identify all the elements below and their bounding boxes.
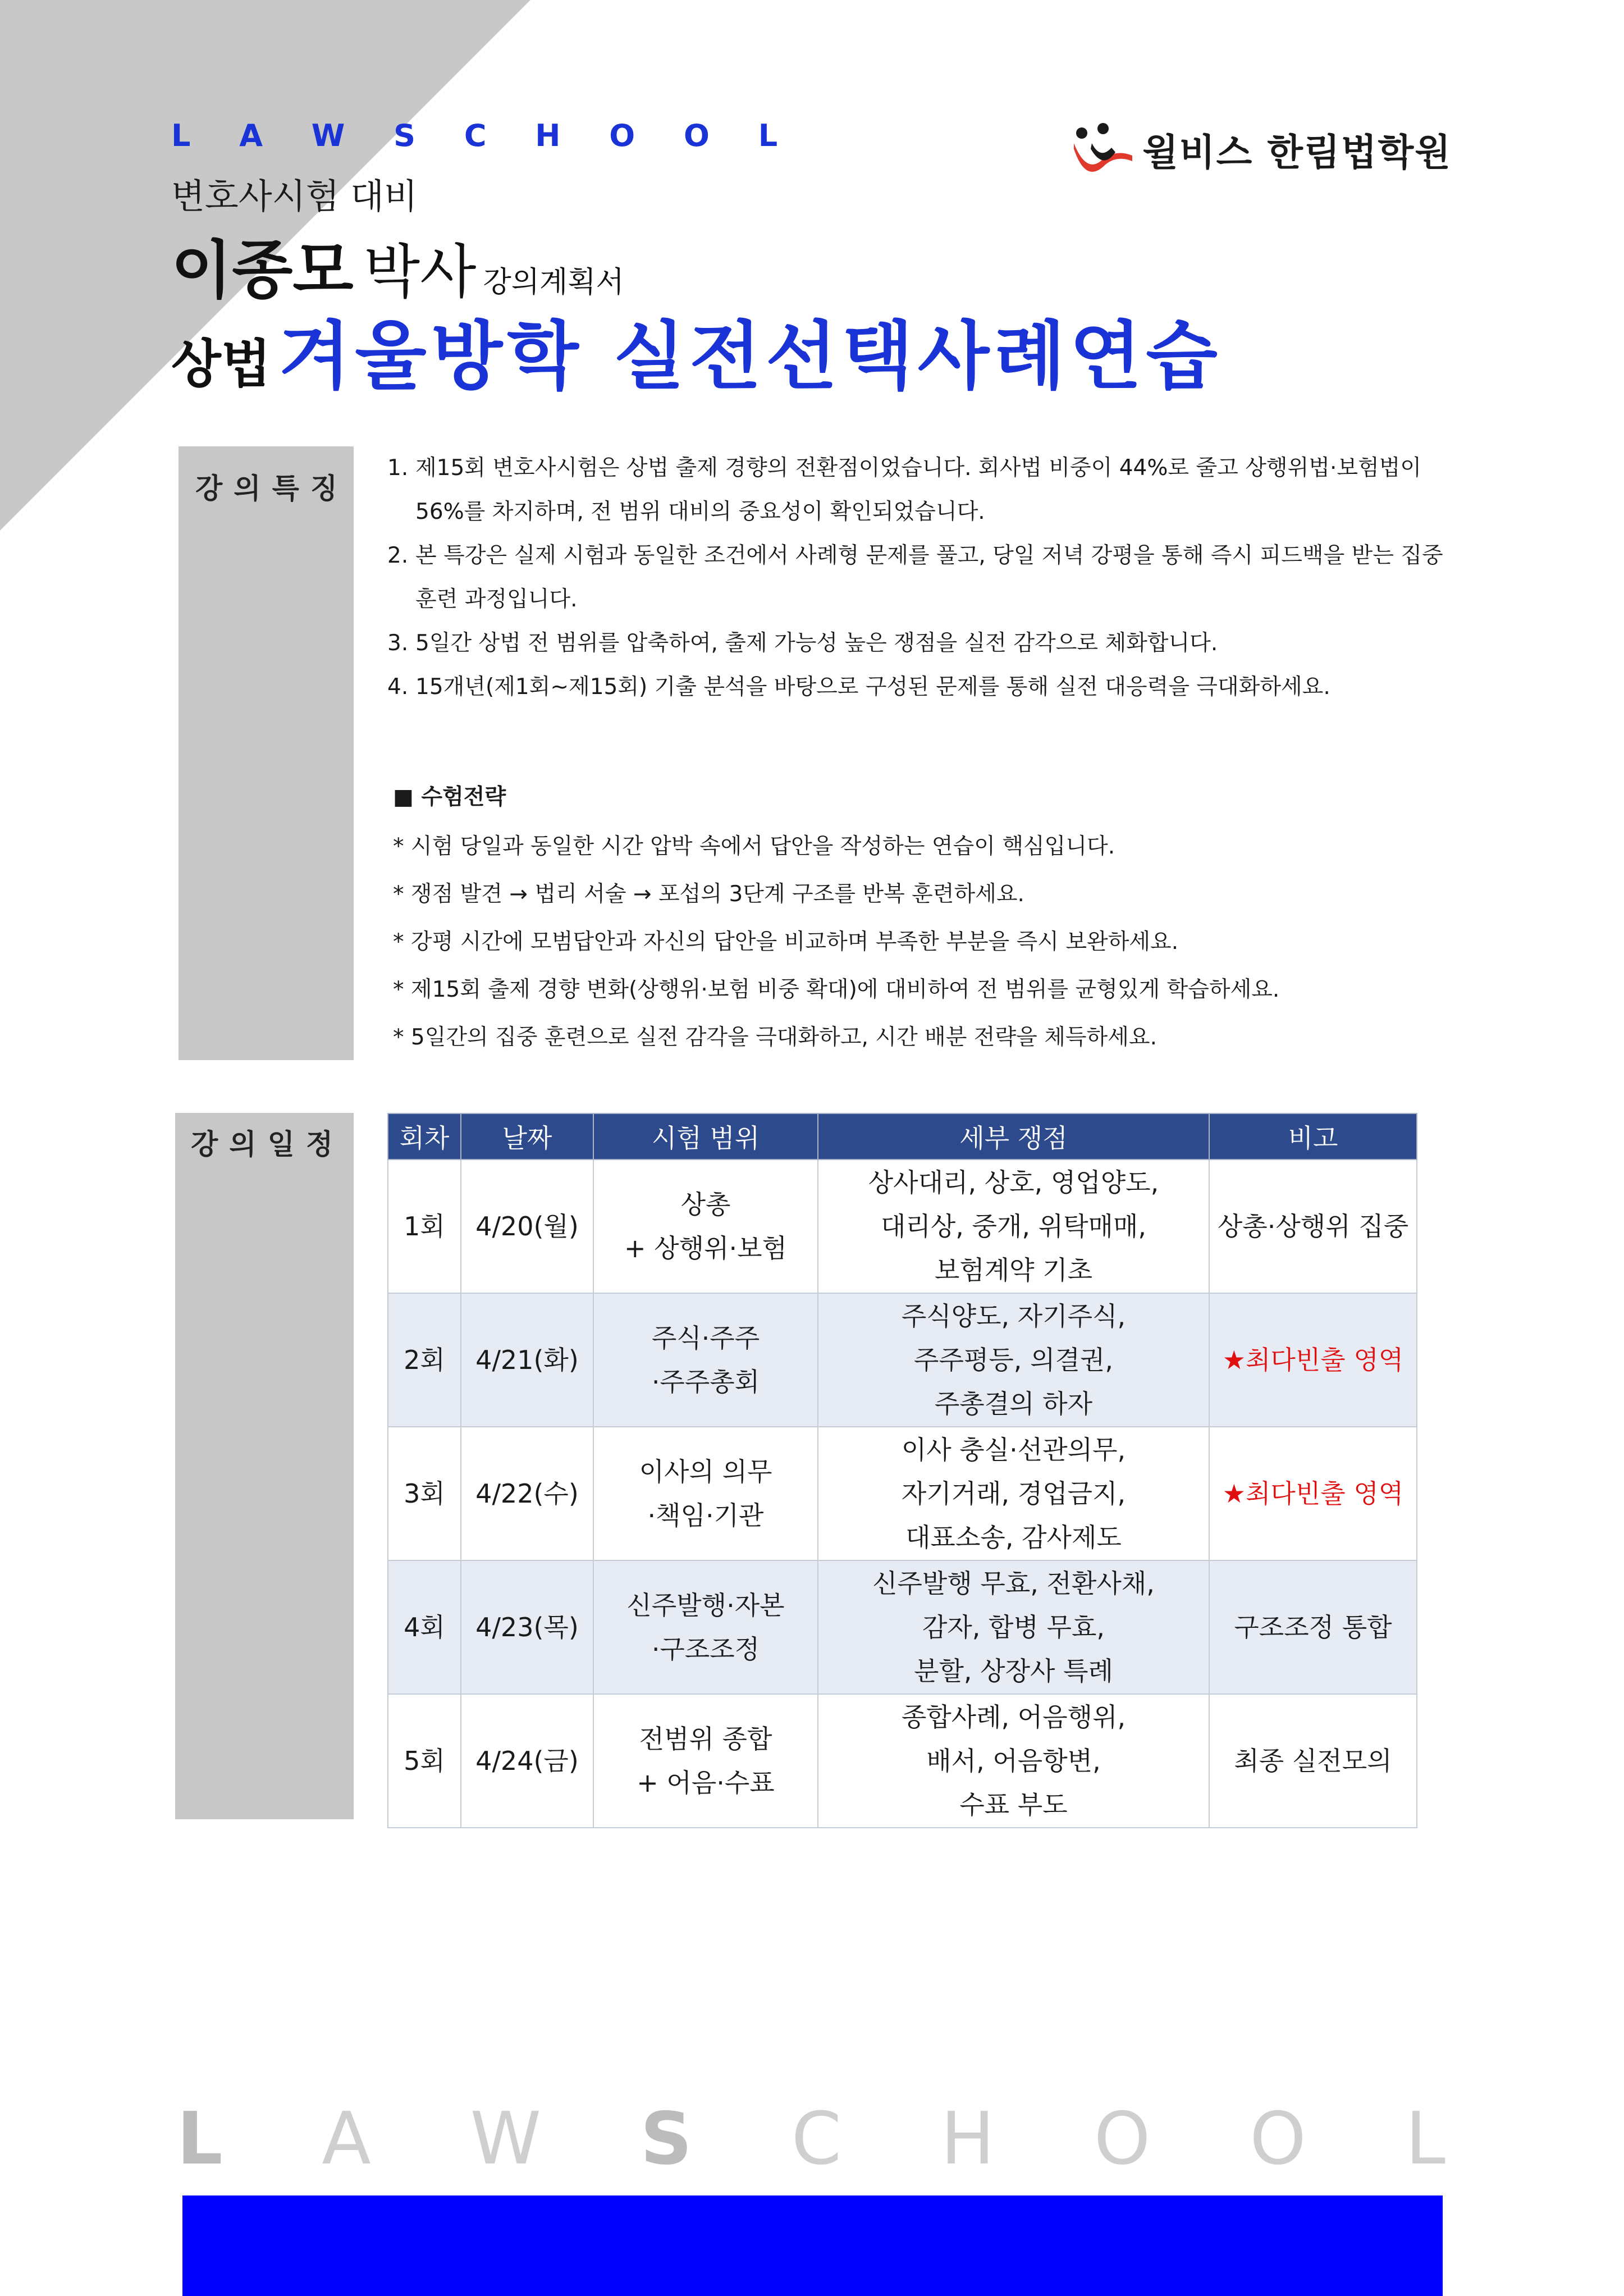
scope-line: + 상행위·보험	[624, 1233, 787, 1263]
logo-icon	[1069, 121, 1137, 177]
logo-text: 윌비스 한림법학원	[1142, 130, 1452, 174]
scope-line: 주식·주주	[651, 1323, 760, 1353]
date-cell: 4/22(수)	[461, 1427, 593, 1560]
date-cell: 4/20(월)	[461, 1160, 593, 1293]
table-row	[388, 1427, 1417, 1560]
law-subject: 상법	[171, 334, 271, 394]
session-cell: 2회	[388, 1293, 461, 1427]
features-list	[387, 446, 1457, 709]
issue-line: 종합사례, 어음행위,	[901, 1702, 1126, 1732]
table-row	[388, 1694, 1417, 1828]
scope-cell	[593, 1560, 818, 1694]
feature-text: 15개년(제1회~제15회) 기출 분석을 바탕으로 구성된 문제를 통해 실전 대응력을 극대화하세요.	[415, 674, 1330, 700]
issue-line: 수표 부도	[959, 1790, 1068, 1820]
issues-cell	[818, 1694, 1209, 1828]
footer-letter: A	[322, 2097, 371, 2181]
strategy-item: * 쟁점 발견 → 법리 서술 → 포섭의 3단계 구조를 반복 훈련하세요.	[393, 882, 1024, 907]
date-cell: 4/24(금)	[461, 1694, 593, 1828]
lecturer-name: 이종모	[171, 234, 354, 307]
issues-cell	[818, 1293, 1209, 1427]
column-header: 날짜	[461, 1113, 593, 1160]
note-cell: 최종 실전모의	[1209, 1694, 1417, 1828]
strategy-item: * 시험 당일과 동일한 시간 압박 속에서 답안을 작성하는 연습이 핵심입니다.	[393, 834, 1115, 859]
issue-line: 주주평등, 의결권,	[914, 1345, 1113, 1375]
features-label: 강의특징	[195, 472, 349, 505]
footer-letter: O	[1250, 2097, 1306, 2181]
course-title	[171, 296, 1222, 403]
scope-cell	[593, 1293, 818, 1427]
schedule-table	[387, 1113, 1417, 1828]
session-cell: 5회	[388, 1694, 461, 1828]
issue-line: 대표소송, 감사제도	[905, 1522, 1122, 1553]
footer-letter: C	[791, 2097, 842, 2181]
footer-wordmark	[177, 2097, 1445, 2181]
features-side-box	[179, 446, 354, 1060]
issue-line: 자기거래, 경업금지,	[901, 1478, 1126, 1509]
scope-line: 상총	[680, 1189, 731, 1220]
issue-line: 주총결의 하자	[934, 1389, 1093, 1419]
date-cell: 4/23(목)	[461, 1560, 593, 1694]
footer-bar	[182, 2195, 1443, 2296]
note-cell-highlight: ★최다빈출 영역	[1209, 1293, 1417, 1427]
column-header: 비고	[1209, 1113, 1417, 1160]
issue-line: 감자, 합병 무효,	[922, 1612, 1105, 1642]
column-header: 회차	[388, 1113, 461, 1160]
issue-line: 신주발행 무효, 전환사채,	[872, 1568, 1155, 1599]
feature-text: 5일간 상법 전 범위를 압축하여, 출제 가능성 높은 쟁점을 실전 감각으로 체화합니다.	[415, 631, 1218, 656]
note-cell-highlight: ★최다빈출 영역	[1209, 1427, 1417, 1560]
date-cell: 4/21(화)	[461, 1293, 593, 1427]
feature-text: 본 특강은 실제 시험과 동일한 조건에서 사례형 문제를 풀고, 당일 저녁 강평을 통해 즉시 피드백을 받는 집중 훈련 과정입니다.	[415, 543, 1443, 612]
scope-line: 신주발행·자본	[626, 1590, 785, 1621]
note-cell: 구조조정 통합	[1209, 1560, 1417, 1694]
scope-line: ·주주총회	[651, 1367, 760, 1397]
course-name: 겨울방학 실전선택사례연습	[278, 313, 1222, 400]
feature-number: 3.	[387, 631, 409, 656]
feature-item	[387, 622, 1457, 665]
issues-cell	[818, 1160, 1209, 1293]
strategy-item: * 강평 시간에 모범답안과 자신의 답안을 비교하며 부족한 부분을 즉시 보완하세요.	[393, 929, 1179, 955]
column-header: 세부 쟁점	[818, 1113, 1209, 1160]
scope-line: + 어음·수표	[637, 1768, 775, 1798]
feature-number: 4.	[387, 674, 409, 700]
table-row	[388, 1293, 1417, 1427]
table-header-row	[388, 1113, 1417, 1160]
scope-cell	[593, 1694, 818, 1828]
issue-line: 상사대리, 상호, 영업양도,	[868, 1167, 1159, 1198]
footer-letter: S	[640, 2097, 692, 2181]
issues-cell	[818, 1560, 1209, 1694]
feature-text: 제15회 변호사시험은 상법 출제 경향의 전환점이었습니다. 회사법 비중이 44%로 줄고 상행위법·보험법이 56%를 차지하며, 전 범위 대비의 중요성이 확인되었습니다.	[415, 455, 1422, 524]
footer-letter: W	[470, 2097, 542, 2181]
scope-line: ·책임·기관	[647, 1500, 764, 1531]
issue-line: 대리상, 중개, 위탁매매,	[880, 1211, 1147, 1241]
academy-logo	[1069, 121, 1452, 177]
brand-wordmark: L A W S C H O O L	[171, 118, 797, 153]
footer-letter: L	[1405, 2097, 1445, 2181]
footer-letter: H	[940, 2097, 995, 2181]
feature-item	[387, 665, 1457, 709]
lecturer-degree: 박사	[363, 238, 477, 306]
session-cell: 3회	[388, 1427, 461, 1560]
issue-line: 이사 충실·선관의무,	[901, 1435, 1126, 1465]
feature-number: 1.	[387, 455, 409, 481]
feature-item	[387, 534, 1457, 622]
issue-line: 배서, 어음항변,	[926, 1746, 1101, 1776]
table-row	[388, 1160, 1417, 1293]
session-cell: 4회	[388, 1560, 461, 1694]
scope-line: 이사의 의무	[639, 1457, 772, 1487]
strategy-item: * 제15회 출제 경향 변화(상행위·보험 비중 확대)에 대비하여 전 범위를 균형있게 학습하세요.	[393, 977, 1280, 1002]
issue-line: 분할, 상장사 특례	[914, 1656, 1113, 1686]
table-row	[388, 1560, 1417, 1694]
exam-subtitle: 변호사시험 대비	[171, 176, 418, 217]
issues-cell	[818, 1427, 1209, 1560]
issue-line: 보험계약 기초	[934, 1255, 1093, 1285]
footer-letter: O	[1094, 2097, 1151, 2181]
scope-cell	[593, 1427, 818, 1560]
strategy-item: * 5일간의 집중 훈련으로 실전 감각을 극대화하고, 시간 배분 전략을 체득하세요.	[393, 1025, 1157, 1050]
scope-line: 전범위 종합	[639, 1724, 772, 1754]
session-cell: 1회	[388, 1160, 461, 1293]
strategy-list	[393, 823, 1279, 1061]
scope-line: ·구조조정	[651, 1634, 760, 1664]
strategy-title: ■ 수험전략	[393, 784, 506, 810]
issue-line: 주식양도, 자기주식,	[901, 1301, 1126, 1331]
note-cell: 상총·상행위 집중	[1209, 1160, 1417, 1293]
footer-letter: L	[177, 2097, 223, 2181]
scope-cell	[593, 1160, 818, 1293]
feature-item	[387, 446, 1457, 534]
plan-label: 강의계획서	[483, 266, 624, 299]
schedule-side-box	[175, 1113, 354, 1819]
feature-number: 2.	[387, 543, 409, 568]
schedule-label: 강의일정	[191, 1128, 345, 1161]
column-header: 시험 범위	[593, 1113, 818, 1160]
